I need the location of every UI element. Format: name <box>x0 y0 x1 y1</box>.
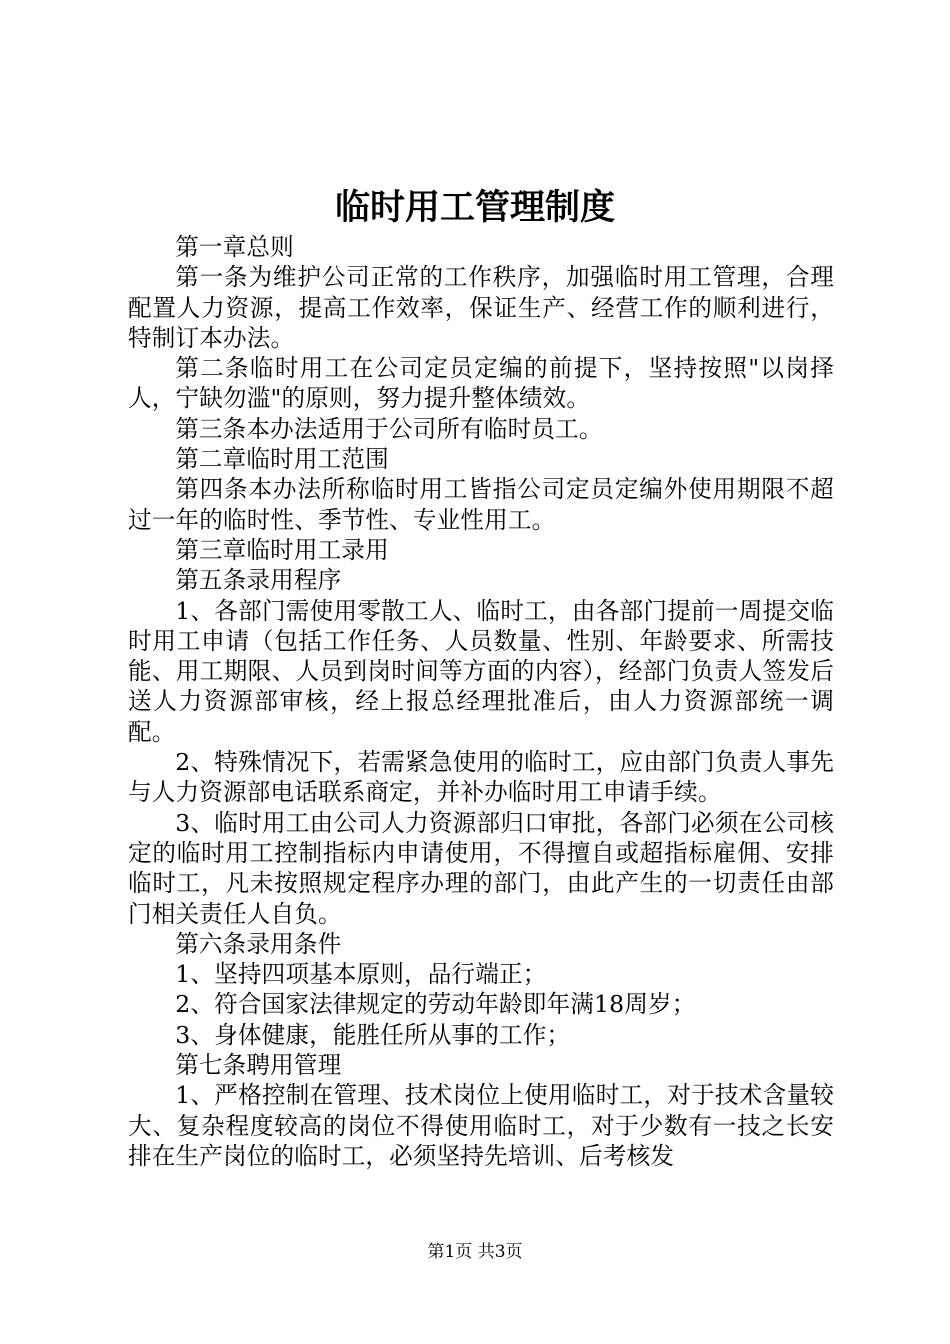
paragraph: 2、特殊情况下，若需紧急使用的临时工，应由部门负责人事先与人力资源部电话联系商定，并补办临时用工申请手续。 <box>128 748 834 807</box>
article-heading: 第六条录用条件 <box>175 929 342 958</box>
list-item: 2、符合国家法律规定的劳动年龄即年满18周岁； <box>175 990 696 1019</box>
list-item: 3、身体健康，能胜任所从事的工作； <box>175 1020 571 1049</box>
paragraph: 第四条本办法所称临时用工皆指公司定员定编外使用期限不超过一年的临时性、季节性、专业性用工。 <box>128 475 834 534</box>
chapter-heading: 第一章总则 <box>175 233 294 261</box>
chapter-heading: 第二章临时用工范围 <box>175 445 389 474</box>
chapter-heading: 第三章临时用工录用 <box>175 535 389 564</box>
list-item: 1、坚持四项基本原则，品行端正； <box>175 960 547 989</box>
document-body <box>128 232 834 1171</box>
article-heading: 第五条录用程序 <box>175 566 342 595</box>
page-number-footer: 第1页 共3页 <box>427 1242 523 1262</box>
paragraph: 1、严格控制在管理、技术岗位上使用临时工，对于技术含量较大、复杂程度较高的岗位不得使用临时工，对于少数有一技之长安排在生产岗位的临时工，必须坚持先培训、后考核发 <box>128 1081 834 1170</box>
paragraph: 第一条为维护公司正常的工作秩序，加强临时用工管理，合理配置人力资源，提高工作效率，保证生产、经营工作的顺利进行，特制订本办法。 <box>128 263 834 352</box>
paragraph: 3、临时用工由公司人力资源部归口审批，各部门必须在公司核定的临时用工控制指标内申请使用，不得擅自或超指标雇佣、安排临时工，凡未按照规定程序办理的部门，由此产生的一切责任由部门相关责任人自负。 <box>128 808 834 928</box>
paragraph: 第二条临时用工在公司定员定编的前提下，坚持按照"以岗择人，宁缺勿滥"的原则，努力提升整体绩效。 <box>128 354 834 413</box>
paragraph: 1、各部门需使用零散工人、临时工，由各部门提前一周提交临时用工申请（包括工作任务、人员数量、性别、年龄要求、所需技能、用工期限、人员到岗时间等方面的内容），经部门负责人签发后送人力资源部审核，经上报总经理批准后，由人力资源部统一调配。 <box>128 596 834 746</box>
document-title: 临时用工管理制度 <box>334 187 615 228</box>
article-heading: 第七条聘用管理 <box>175 1051 342 1080</box>
paragraph: 第三条本办法适用于公司所有临时员工。 <box>175 414 603 443</box>
